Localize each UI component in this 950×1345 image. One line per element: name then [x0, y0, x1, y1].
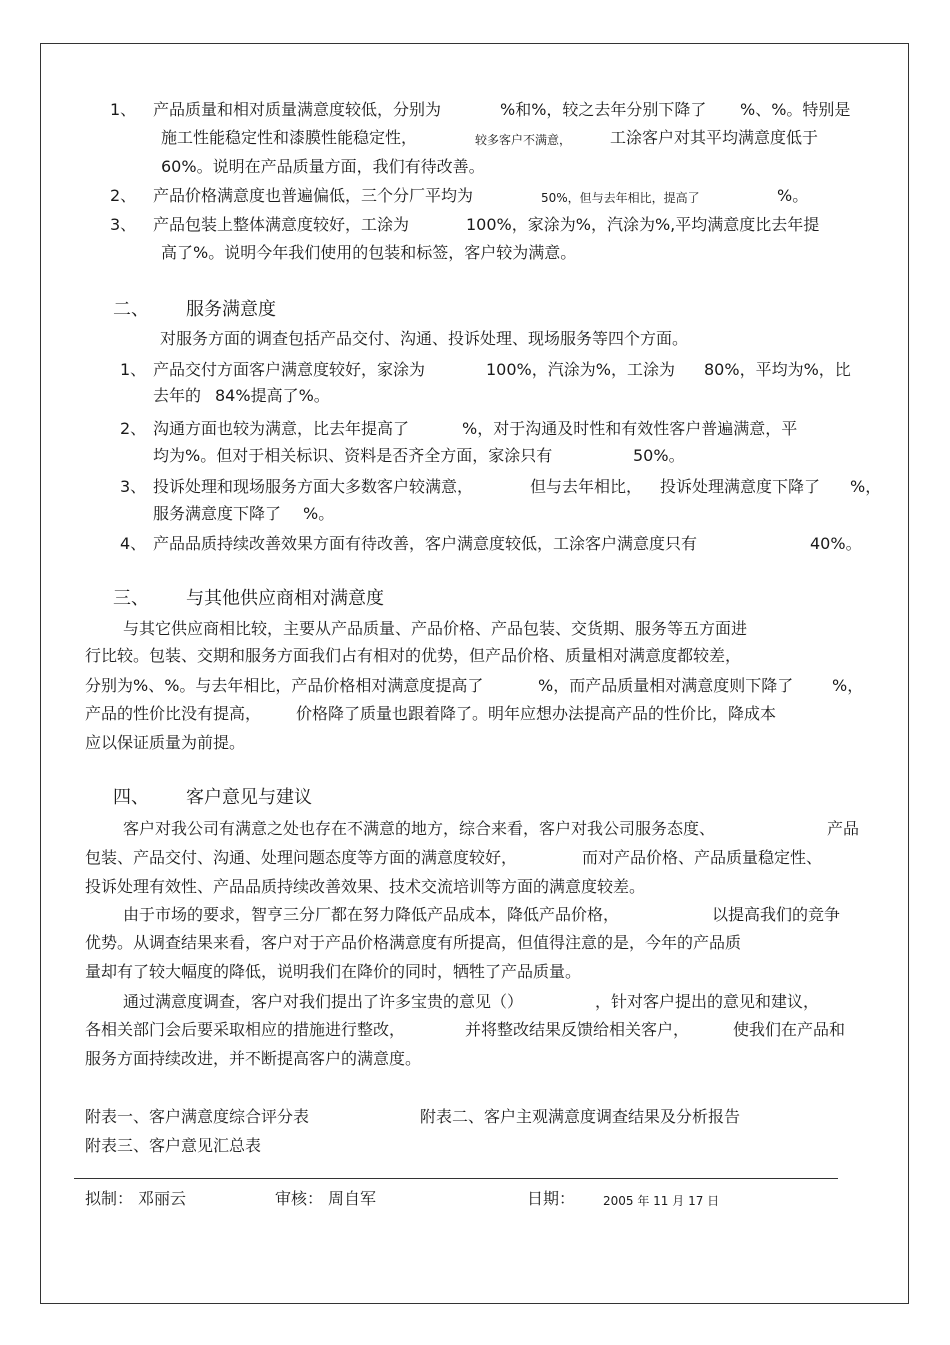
list-text: 沟通方面也较为满意，比去年提高了: [153, 419, 410, 438]
list-text: 产品包装上整体满意度较好，工涂为: [153, 215, 410, 234]
list-text: 100%，汽涂为%，工涂为: [486, 360, 675, 379]
list-text: 100%，家涂为%，汽涂为%,平均满意度比去年提: [466, 215, 820, 234]
appendix-1: 附表一、客户满意度综合评分表: [85, 1107, 310, 1126]
list-text: %。: [303, 504, 335, 523]
appendix-3: 附表三、客户意见汇总表: [85, 1136, 262, 1155]
list-text: %和%，较之去年分别下降了: [500, 100, 707, 119]
section-number: 三、: [113, 588, 149, 609]
paragraph-line: 价格降了质量也跟着降了。明年应想办法提高产品的性价比，降成本: [296, 704, 777, 723]
paragraph-line: 与其它供应商相比较，主要从产品质量、产品价格、产品包装、交货期、服务等五方面进: [123, 619, 748, 638]
list-text: %、%。特别是: [740, 100, 851, 119]
list-text: 施工性能稳定性和漆膜性能稳定性，: [161, 128, 418, 147]
list-number: 2、: [120, 419, 147, 438]
list-text: 60%。说明在产品质量方面，我们有待改善。: [161, 157, 485, 176]
list-text: 但与去年相比，: [530, 477, 643, 496]
footer-divider: [74, 1178, 838, 1179]
paragraph-line: %，: [832, 676, 864, 695]
draft-label: 拟制：: [85, 1189, 134, 1208]
list-text: 去年的: [153, 386, 202, 405]
paragraph-line: 以提高我们的竞争: [712, 905, 841, 924]
list-number: 1、: [110, 100, 137, 119]
list-number: 3、: [120, 477, 147, 496]
paragraph-line: 通过满意度调查，客户对我们提出了许多宝贵的意见（）: [123, 992, 524, 1011]
paragraph-line: 行比较。包装、交期和服务方面我们占有相对的优势，但产品价格、质量相对满意度都较差，: [85, 646, 742, 665]
section-number: 四、: [113, 787, 149, 808]
paragraph-line: 使我们在产品和: [733, 1020, 846, 1039]
paragraph-line: 投诉处理有效性、产品品质持续改善效果、技术交流培训等方面的满意度较差。: [85, 877, 646, 896]
list-text: 80%，平均为%，比: [704, 360, 851, 379]
date-value: 2005 年 11 月 17 日: [603, 1194, 720, 1208]
date-label: 日期：: [527, 1189, 576, 1208]
paragraph-line: 而对产品价格、产品质量稳定性、: [582, 848, 823, 867]
list-text: 均为%。但对于相关标识、资料是否齐全方面，家涂只有: [153, 446, 553, 465]
list-text: 产品价格满意度也普遍偏低，三个分厂平均为: [153, 186, 474, 205]
paragraph-line: 分别为%、%。与去年相比，产品价格相对满意度提高了: [85, 676, 484, 695]
section-intro: 对服务方面的调查包括产品交付、沟通、投诉处理、现场服务等四个方面。: [160, 329, 689, 348]
paragraph-line: 各相关部门会后要采取相应的措施进行整改，: [85, 1020, 406, 1039]
paragraph-line: 并将整改结果反馈给相关客户，: [465, 1020, 690, 1039]
list-number: 2、: [110, 186, 137, 205]
paragraph-line: ，针对客户提出的意见和建议，: [595, 992, 820, 1011]
list-text: %，: [850, 477, 882, 496]
paragraph-line: 包装、产品交付、沟通、处理问题态度等方面的满意度较好，: [85, 848, 518, 867]
paragraph-line: 产品的性价比没有提高，: [85, 704, 262, 723]
section-title: 服务满意度: [186, 299, 276, 320]
list-text: %。: [777, 186, 809, 205]
list-text: 产品品质持续改善效果方面有待改善，客户满意度较低，工涂客户满意度只有: [153, 534, 698, 553]
section-number: 二、: [113, 299, 149, 320]
paragraph-line: 由于市场的要求，智亨三分厂都在努力降低产品成本，降低产品价格，: [123, 905, 620, 924]
list-text: 高了%。说明今年我们使用的包装和标签，客户较为满意。: [161, 243, 577, 262]
list-text: 工涂客户对其平均满意度低于: [610, 128, 819, 147]
list-text: 投诉处理满意度下降了: [660, 477, 821, 496]
section-title: 与其他供应商相对满意度: [186, 588, 384, 609]
list-number: 3、: [110, 215, 137, 234]
list-text: 产品交付方面客户满意度较好，家涂为: [153, 360, 426, 379]
paragraph-line: 服务方面持续改进，并不断提高客户的满意度。: [85, 1049, 422, 1068]
appendix-2: 附表二、客户主观满意度调查结果及分析报告: [420, 1107, 741, 1126]
list-text: 投诉处理和现场服务方面大多数客户较满意，: [153, 477, 474, 496]
list-text: 40%。: [810, 534, 862, 553]
paragraph-line: 量却有了较大幅度的降低，说明我们在降价的同时，牺牲了产品质量。: [85, 962, 582, 981]
list-text: %，对于沟通及时性和有效性客户普遍满意，平: [462, 419, 798, 438]
list-text-small: 50%，但与去年相比，提高了: [541, 191, 700, 205]
list-text: 服务满意度下降了: [153, 504, 282, 523]
list-text: 50%。: [633, 446, 685, 465]
list-text: 84%提高了%。: [215, 386, 330, 405]
draft-name: 邓丽云: [138, 1189, 187, 1208]
paragraph-line: 客户对我公司有满意之处也存在不满意的地方，综合来看，客户对我公司服务态度、: [123, 819, 716, 838]
paragraph-line: 产品: [827, 819, 860, 838]
review-name: 周自军: [328, 1189, 377, 1208]
paragraph-line: %，而产品质量相对满意度则下降了: [538, 676, 794, 695]
list-number: 4、: [120, 534, 147, 553]
paragraph-line: 优势。从调查结果来看，客户对于产品价格满意度有所提高，但值得注意的是，今年的产品质: [85, 933, 742, 952]
review-label: 审核：: [275, 1189, 324, 1208]
list-number: 1、: [120, 360, 147, 379]
paragraph-line: 应以保证质量为前提。: [85, 733, 246, 752]
list-text-small: 较多客户不满意，: [475, 133, 572, 147]
section-title: 客户意见与建议: [186, 787, 312, 808]
list-text: 产品质量和相对质量满意度较低，分别为: [153, 100, 442, 119]
